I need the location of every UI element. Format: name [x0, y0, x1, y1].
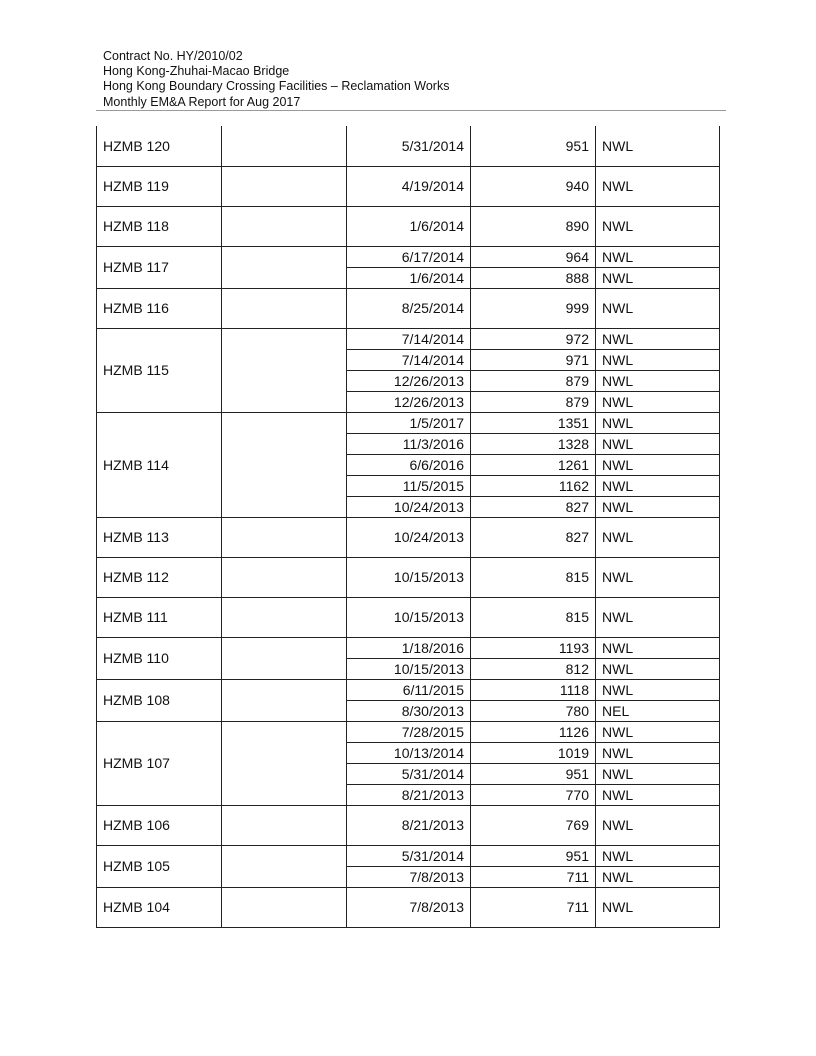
reference-cell: NWL [596, 557, 720, 597]
empty-cell [222, 887, 347, 927]
number-cell: 1193 [471, 637, 596, 658]
date-cell: 10/13/2014 [347, 742, 471, 763]
reference-cell: NWL [596, 166, 720, 206]
date-cell: 1/5/2017 [347, 412, 471, 433]
number-cell: 812 [471, 658, 596, 679]
date-cell: 12/26/2013 [347, 370, 471, 391]
empty-cell [222, 637, 347, 679]
number-cell: 711 [471, 887, 596, 927]
reference-cell: NWL [596, 887, 720, 927]
header-divider [96, 110, 726, 111]
number-cell: 1351 [471, 412, 596, 433]
reference-cell: NWL [596, 637, 720, 658]
empty-cell [222, 412, 347, 517]
number-cell: 711 [471, 866, 596, 887]
date-cell: 8/30/2013 [347, 700, 471, 721]
station-id-cell: HZMB 116 [97, 288, 222, 328]
empty-cell [222, 679, 347, 721]
table-row [97, 328, 720, 349]
station-id-cell: HZMB 112 [97, 557, 222, 597]
number-cell: 971 [471, 349, 596, 370]
empty-cell [222, 166, 347, 206]
header-contract-line: Contract No. HY/2010/02 [103, 49, 243, 63]
reference-cell: NWL [596, 866, 720, 887]
reference-cell: NWL [596, 246, 720, 267]
reference-cell: NWL [596, 412, 720, 433]
date-cell: 8/25/2014 [347, 288, 471, 328]
number-cell: 951 [471, 763, 596, 784]
date-cell: 10/24/2013 [347, 496, 471, 517]
reference-cell: NWL [596, 496, 720, 517]
date-cell: 12/26/2013 [347, 391, 471, 412]
number-cell: 951 [471, 126, 596, 166]
number-cell: 999 [471, 288, 596, 328]
reference-cell: NWL [596, 763, 720, 784]
empty-cell [222, 845, 347, 887]
table-row [97, 805, 720, 845]
reference-cell: NWL [596, 805, 720, 845]
number-cell: 1118 [471, 679, 596, 700]
table-row [97, 679, 720, 700]
station-id-cell: HZMB 104 [97, 887, 222, 927]
empty-cell [222, 126, 347, 166]
reference-cell: NWL [596, 517, 720, 557]
date-cell: 10/24/2013 [347, 517, 471, 557]
number-cell: 964 [471, 246, 596, 267]
table-row [97, 845, 720, 866]
table-row [97, 412, 720, 433]
reference-cell: NWL [596, 328, 720, 349]
date-cell: 7/28/2015 [347, 721, 471, 742]
header-works-line: Hong Kong Boundary Crossing Facilities – Reclamation Works [103, 79, 450, 94]
reference-cell: NWL [596, 267, 720, 288]
empty-cell [222, 246, 347, 288]
date-cell: 10/15/2013 [347, 557, 471, 597]
date-cell: 5/31/2014 [347, 126, 471, 166]
table-row [97, 557, 720, 597]
reference-cell: NEL [596, 700, 720, 721]
number-cell: 1261 [471, 454, 596, 475]
reference-cell: NWL [596, 433, 720, 454]
table-row [97, 597, 720, 637]
date-cell: 6/6/2016 [347, 454, 471, 475]
monitoring-table [96, 126, 720, 928]
number-cell: 770 [471, 784, 596, 805]
date-cell: 1/6/2014 [347, 267, 471, 288]
header-report-line: Monthly EM&A Report for Aug 2017 [103, 94, 301, 109]
header-project-line: Hong Kong-Zhuhai-Macao Bridge [103, 64, 290, 79]
date-cell: 7/14/2014 [347, 328, 471, 349]
number-cell: 1328 [471, 433, 596, 454]
reference-cell: NWL [596, 658, 720, 679]
date-cell: 8/21/2013 [347, 784, 471, 805]
page-header [103, 49, 723, 110]
monitoring-table-body [97, 126, 720, 927]
number-cell: 1162 [471, 475, 596, 496]
date-cell: 5/31/2014 [347, 845, 471, 866]
date-cell: 5/31/2014 [347, 763, 471, 784]
reference-cell: NWL [596, 206, 720, 246]
table-row [97, 517, 720, 557]
table-row [97, 166, 720, 206]
reference-cell: NWL [596, 349, 720, 370]
number-cell: 815 [471, 557, 596, 597]
empty-cell [222, 597, 347, 637]
station-id-cell: HZMB 115 [97, 328, 222, 412]
reference-cell: NWL [596, 679, 720, 700]
station-id-cell: HZMB 106 [97, 805, 222, 845]
table-row [97, 206, 720, 246]
station-id-cell: HZMB 117 [97, 246, 222, 288]
reference-cell: NWL [596, 742, 720, 763]
reference-cell: NWL [596, 288, 720, 328]
table-row [97, 721, 720, 742]
table-row [97, 637, 720, 658]
station-id-cell: HZMB 114 [97, 412, 222, 517]
station-id-cell: HZMB 107 [97, 721, 222, 805]
empty-cell [222, 206, 347, 246]
number-cell: 780 [471, 700, 596, 721]
station-id-cell: HZMB 118 [97, 206, 222, 246]
station-id-cell: HZMB 105 [97, 845, 222, 887]
reference-cell: NWL [596, 845, 720, 866]
empty-cell [222, 517, 347, 557]
number-cell: 888 [471, 267, 596, 288]
reference-cell: NWL [596, 721, 720, 742]
number-cell: 815 [471, 597, 596, 637]
table-row [97, 887, 720, 927]
table-row [97, 288, 720, 328]
number-cell: 972 [471, 328, 596, 349]
date-cell: 8/21/2013 [347, 805, 471, 845]
number-cell: 890 [471, 206, 596, 246]
date-cell: 11/5/2015 [347, 475, 471, 496]
date-cell: 7/14/2014 [347, 349, 471, 370]
reference-cell: NWL [596, 126, 720, 166]
station-id-cell: HZMB 110 [97, 637, 222, 679]
number-cell: 827 [471, 517, 596, 557]
date-cell: 1/18/2016 [347, 637, 471, 658]
station-id-cell: HZMB 120 [97, 126, 222, 166]
station-id-cell: HZMB 111 [97, 597, 222, 637]
number-cell: 940 [471, 166, 596, 206]
date-cell: 4/19/2014 [347, 166, 471, 206]
empty-cell [222, 328, 347, 412]
station-id-cell: HZMB 108 [97, 679, 222, 721]
number-cell: 879 [471, 370, 596, 391]
date-cell: 7/8/2013 [347, 866, 471, 887]
date-cell: 11/3/2016 [347, 433, 471, 454]
station-id-cell: HZMB 113 [97, 517, 222, 557]
date-cell: 6/17/2014 [347, 246, 471, 267]
reference-cell: NWL [596, 370, 720, 391]
empty-cell [222, 557, 347, 597]
reference-cell: NWL [596, 391, 720, 412]
reference-cell: NWL [596, 454, 720, 475]
date-cell: 7/8/2013 [347, 887, 471, 927]
number-cell: 879 [471, 391, 596, 412]
number-cell: 769 [471, 805, 596, 845]
number-cell: 951 [471, 845, 596, 866]
reference-cell: NWL [596, 475, 720, 496]
date-cell: 1/6/2014 [347, 206, 471, 246]
table-row [97, 246, 720, 267]
empty-cell [222, 288, 347, 328]
date-cell: 6/11/2015 [347, 679, 471, 700]
empty-cell [222, 805, 347, 845]
reference-cell: NWL [596, 784, 720, 805]
number-cell: 827 [471, 496, 596, 517]
date-cell: 10/15/2013 [347, 658, 471, 679]
number-cell: 1019 [471, 742, 596, 763]
table-row [97, 126, 720, 166]
empty-cell [222, 721, 347, 805]
station-id-cell: HZMB 119 [97, 166, 222, 206]
date-cell: 10/15/2013 [347, 597, 471, 637]
number-cell: 1126 [471, 721, 596, 742]
reference-cell: NWL [596, 597, 720, 637]
